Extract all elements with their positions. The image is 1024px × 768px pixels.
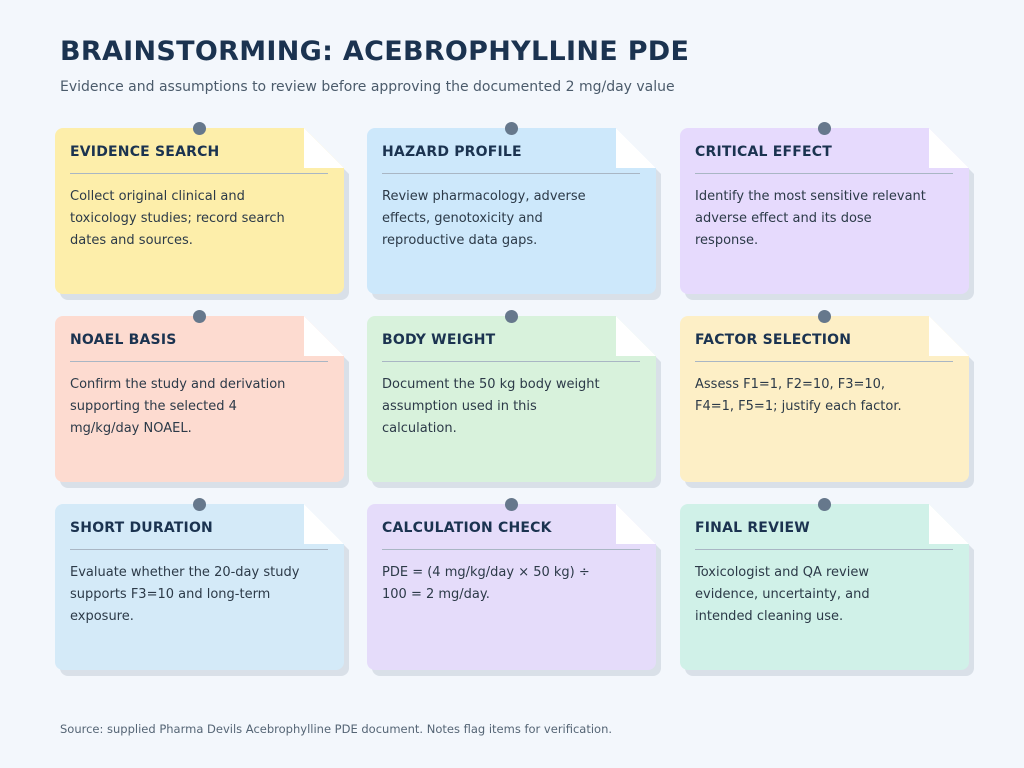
pin-icon [818,122,831,135]
note-heading: FINAL REVIEW [695,520,810,536]
note-divider [695,361,953,362]
note-heading: FACTOR SELECTION [695,332,852,348]
note-heading: HAZARD PROFILE [382,144,522,160]
note-critical-effect [680,128,969,294]
note-text: Evaluate whether the 20-day study supports F3=10 and long-term exposure. [70,565,300,624]
note-text: Identify the most sensitive relevant adverse effect and its dose response. [695,189,926,248]
note-short-duration [55,504,344,670]
pin-icon [505,310,518,323]
pin-icon [505,122,518,135]
note-noael-basis [55,316,344,482]
note-hazard-profile [367,128,656,294]
note-divider [382,361,640,362]
note-heading: BODY WEIGHT [382,332,496,348]
note-factor-selection [680,316,969,482]
note-heading: NOAEL BASIS [70,332,177,348]
page-title: BRAINSTORMING: ACEBROPHYLLINE PDE [60,36,690,67]
pin-icon [193,498,206,511]
note-evidence-search [55,128,344,294]
note-heading: SHORT DURATION [70,520,213,536]
note-body-weight [367,316,656,482]
pin-icon [193,310,206,323]
note-text: PDE = (4 mg/kg/day × 50 kg) ÷ 100 = 2 mg/day. [382,565,590,602]
source-footnote: Source: supplied Pharma Devils Acebrophylline PDE document. Notes flag items for verification. [60,722,613,736]
note-final-review [680,504,969,670]
note-text: Document the 50 kg body weight assumption used in this calculation. [382,377,600,436]
note-divider [70,549,328,550]
note-heading: CALCULATION CHECK [382,520,552,536]
note-divider [695,549,953,550]
pin-icon [505,498,518,511]
pin-icon [818,498,831,511]
note-divider [70,361,328,362]
note-text: Toxicologist and QA review evidence, uncertainty, and intended cleaning use. [695,565,870,624]
note-divider [382,549,640,550]
note-text: Assess F1=1, F2=10, F3=10, F4=1, F5=1; justify each factor. [695,377,902,414]
note-text: Review pharmacology, adverse effects, genotoxicity and reproductive data gaps. [382,189,586,248]
note-calculation-check [367,504,656,670]
pin-icon [818,310,831,323]
note-divider [70,173,328,174]
note-divider [382,173,640,174]
note-heading: EVIDENCE SEARCH [70,144,220,160]
note-heading: CRITICAL EFFECT [695,144,833,160]
pin-icon [193,122,206,135]
note-divider [695,173,953,174]
note-text: Confirm the study and derivation supporting the selected 4 mg/kg/day NOAEL. [70,377,286,436]
page-subtitle: Evidence and assumptions to review before approving the documented 2 mg/day value [60,79,675,95]
note-text: Collect original clinical and toxicology studies; record search dates and sources. [70,189,285,248]
